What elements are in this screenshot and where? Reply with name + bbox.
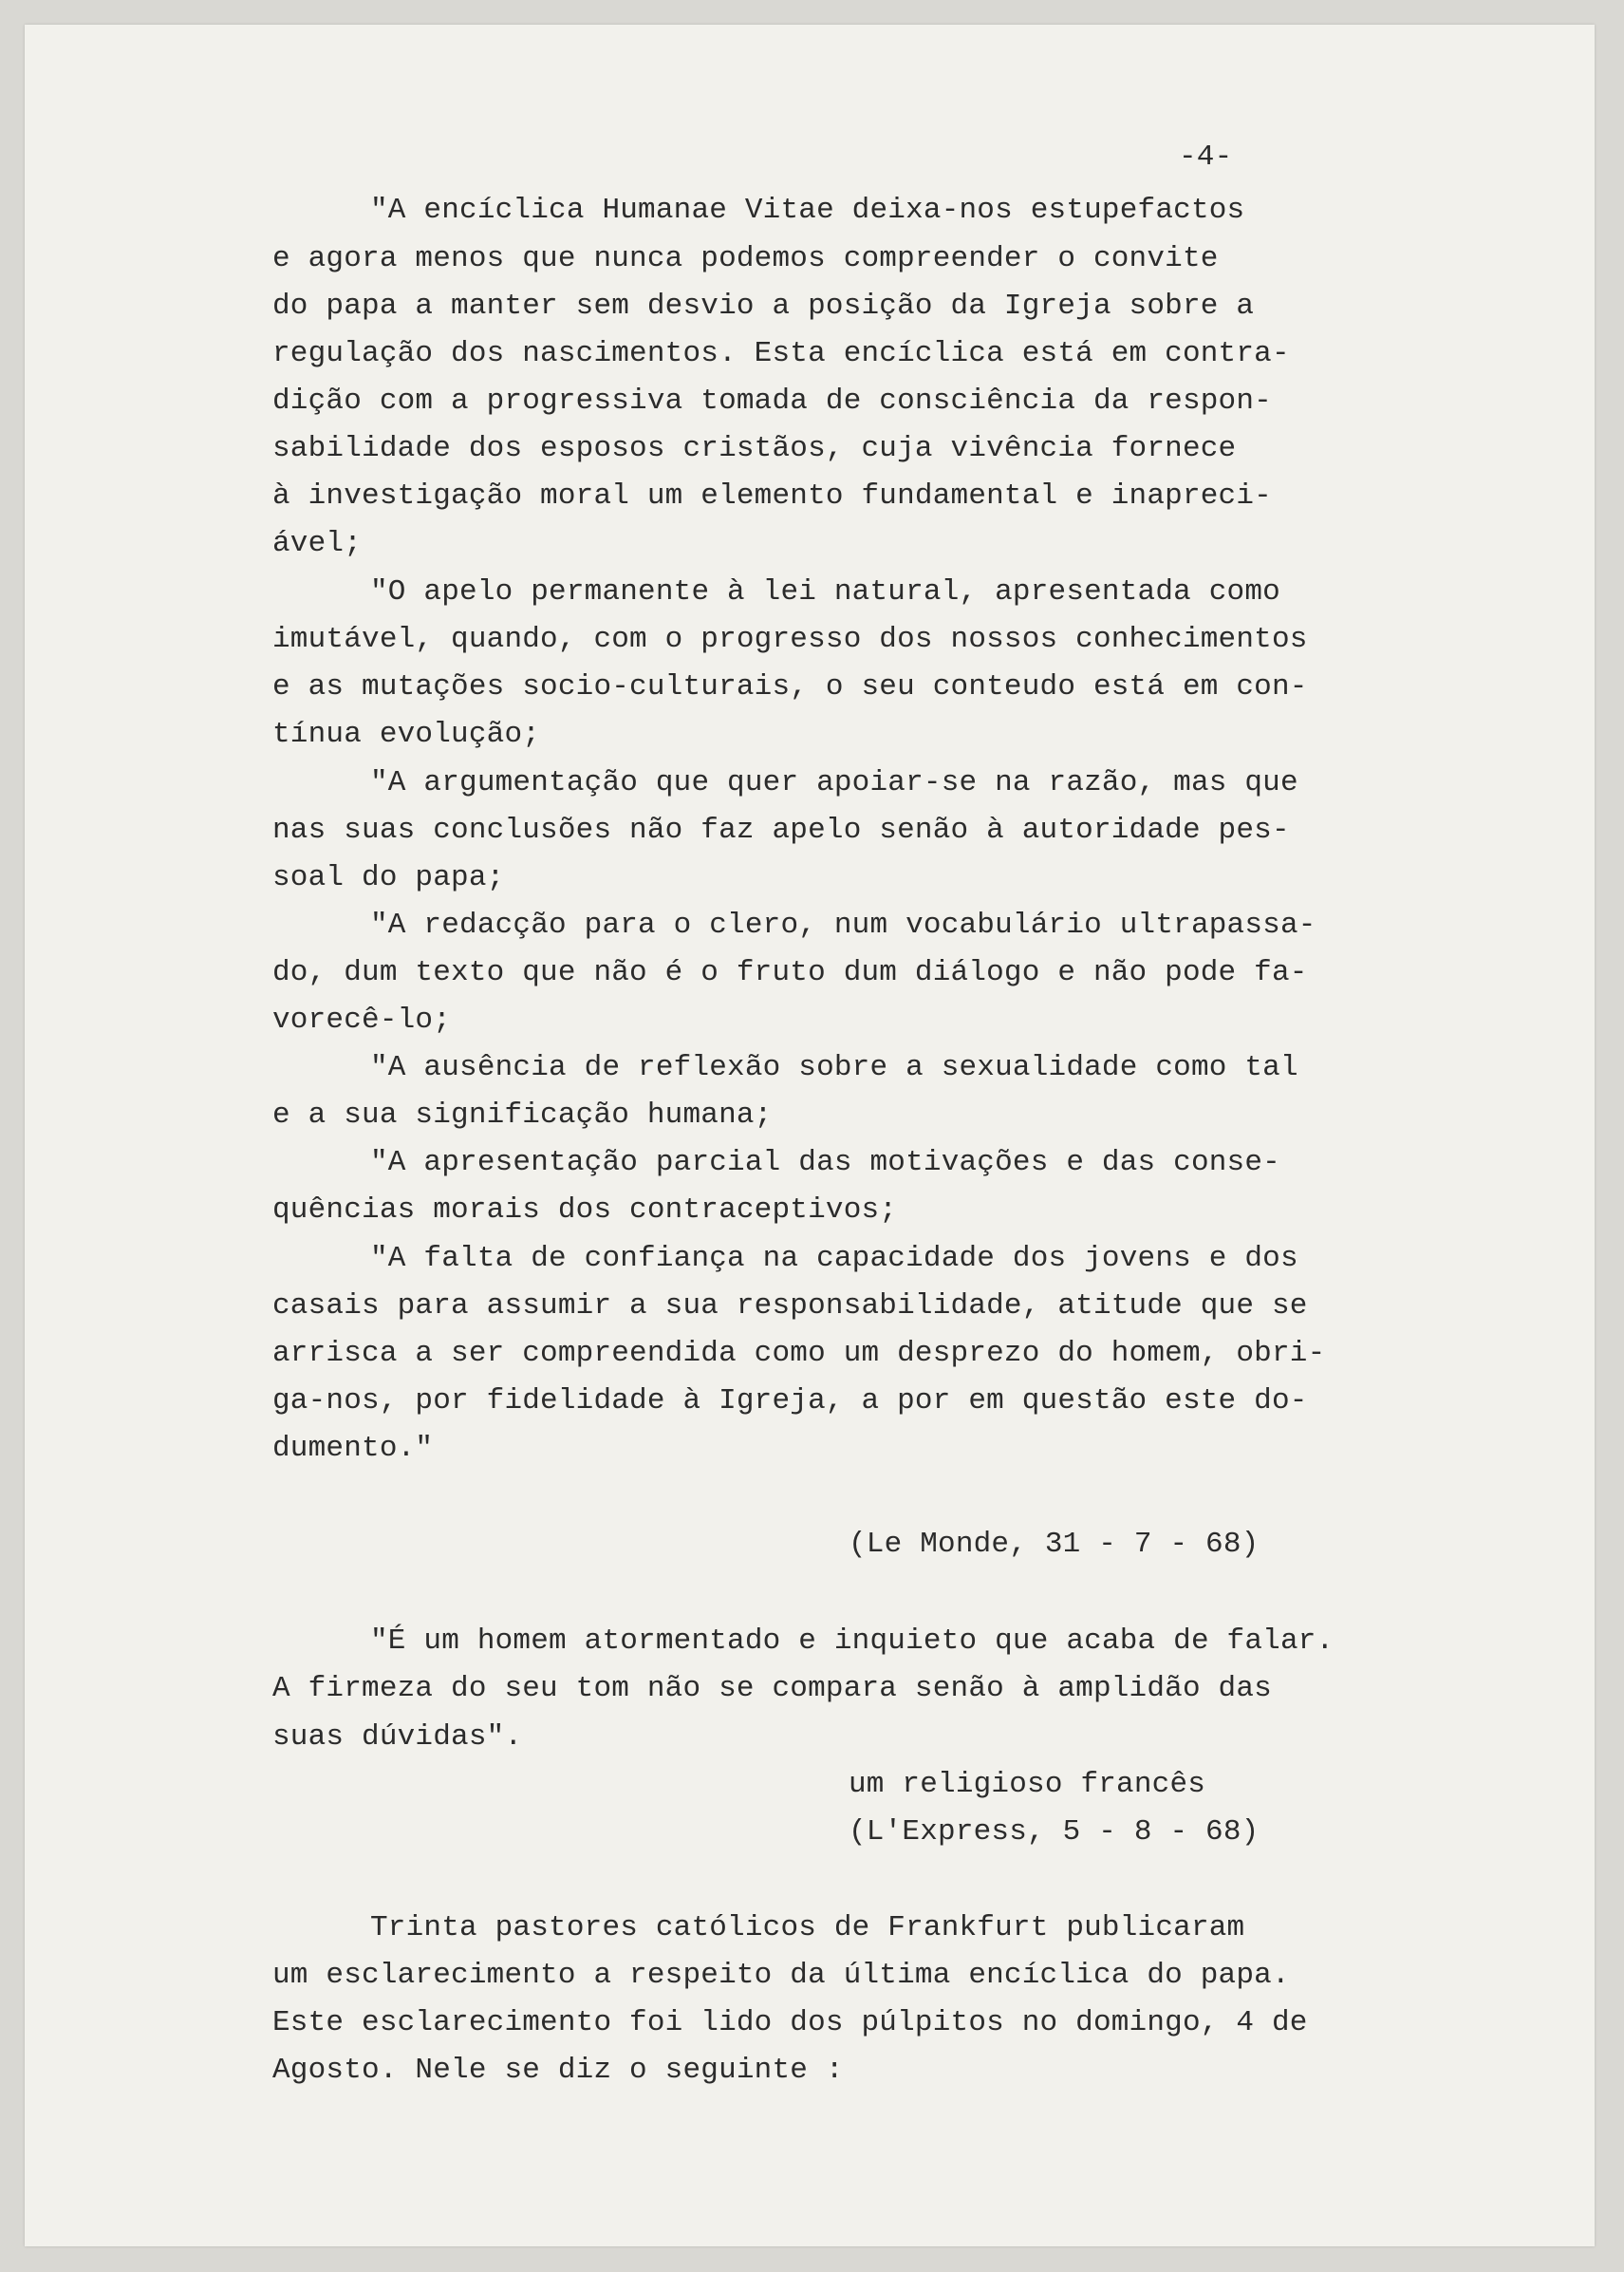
text-line: "A falta de confiança na capacidade dos jovens e dos <box>370 1242 1298 1275</box>
text-line: Este esclarecimento foi lido dos púlpitos no domingo, 4 de <box>272 2006 1308 2039</box>
text-line: soal do papa; <box>272 861 505 894</box>
text-line: e agora menos que nunca podemos compreender o convite <box>272 242 1219 275</box>
text-line: do papa a manter sem desvio a posição da Igreja sobre a <box>272 290 1255 323</box>
text-line: arrisca a ser compreendida como um desprezo do homem, obri- <box>272 1337 1326 1370</box>
text-line: imutável, quando, com o progresso dos nossos conhecimentos <box>272 623 1308 656</box>
citation: (L'Express, 5 - 8 - 68) <box>849 1815 1260 1849</box>
document-page <box>25 25 1595 2246</box>
text-line: e as mutações socio-culturais, o seu conteudo está em con- <box>272 670 1308 704</box>
text-line: suas dúvidas". <box>272 1720 523 1754</box>
text-line: dição com a progressiva tomada de consciência da respon- <box>272 385 1272 418</box>
text-line: do, dum texto que não é o fruto dum diálogo e não pode fa- <box>272 956 1308 989</box>
text-line: à investigação moral um elemento fundamental e inapreci- <box>272 479 1272 513</box>
text-line: "É um homem atormentado e inquieto que acaba de falar. <box>370 1624 1335 1658</box>
text-line: quências morais dos contraceptivos; <box>272 1193 898 1227</box>
text-line: nas suas conclusões não faz apelo senão à autoridade pes- <box>272 814 1290 847</box>
text-line: ável; <box>272 527 363 560</box>
text-line: ga-nos, por fidelidade à Igreja, a por em questão este do- <box>272 1384 1308 1418</box>
text-line: tínua evolução; <box>272 718 541 751</box>
text-line: um esclarecimento a respeito da última encíclica do papa. <box>272 1959 1290 1992</box>
text-line: e a sua significação humana; <box>272 1098 773 1132</box>
citation: (Le Monde, 31 - 7 - 68) <box>849 1528 1260 1561</box>
text-line: vorecê-lo; <box>272 1004 452 1037</box>
text-line: "A redacção para o clero, num vocabulário ultrapassa- <box>370 909 1316 942</box>
text-line: A firmeza do seu tom não se compara senão à amplidão das <box>272 1672 1272 1705</box>
text-line: regulação dos nascimentos. Esta encíclica está em contra- <box>272 337 1290 370</box>
text-line: Agosto. Nele se diz o seguinte : <box>272 2054 844 2087</box>
text-line: "A encíclica Humanae Vitae deixa-nos estupefactos <box>370 194 1245 227</box>
text-line: "A ausência de reflexão sobre a sexualidade como tal <box>370 1051 1298 1084</box>
text-line: casais para assumir a sua responsabilidade, atitude que se <box>272 1289 1308 1323</box>
text-line: "O apelo permanente à lei natural, apresentada como <box>370 575 1280 609</box>
page-number: -4- <box>1179 141 1233 174</box>
text-line: "A argumentação que quer apoiar-se na razão, mas que <box>370 766 1298 799</box>
text-line: "A apresentação parcial das motivações e das conse- <box>370 1146 1280 1179</box>
text-line: sabilidade dos esposos cristãos, cuja vivência fornece <box>272 432 1237 465</box>
typed-text <box>25 25 1335 2087</box>
text-line: dumento." <box>272 1432 434 1465</box>
attribution: um religioso francês <box>849 1768 1206 1801</box>
text-line: Trinta pastores católicos de Frankfurt publicaram <box>370 1911 1245 1944</box>
